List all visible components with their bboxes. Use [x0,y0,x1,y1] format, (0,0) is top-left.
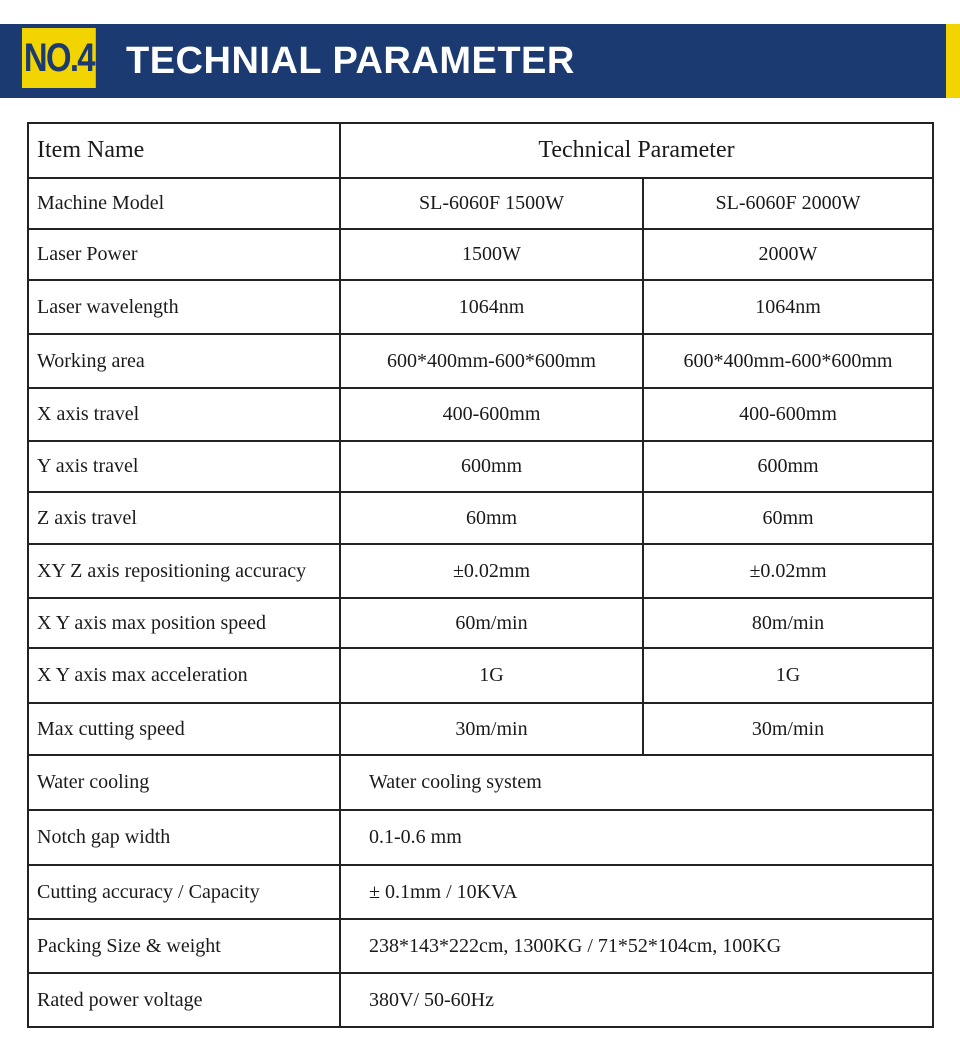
table-row [28,178,933,229]
table-row [28,492,933,544]
row-value-2000w: 80m/min [643,598,933,648]
row-value-1500w: 30m/min [340,703,643,755]
row-value-2000w: 600*400mm-600*600mm [643,334,933,388]
section-number-badge: NO.4 [22,28,96,88]
row-label: Max cutting speed [28,703,340,755]
table-row [28,334,933,388]
header-technical-parameter: Technical Parameter [340,123,933,178]
section-title: TECHNIAL PARAMETER [126,40,575,82]
row-label: Y axis travel [28,441,340,492]
row-label: X axis travel [28,388,340,441]
row-value-2000w: 400-600mm [643,388,933,441]
row-value-1500w: 600*400mm-600*600mm [340,334,643,388]
table-row [28,648,933,703]
row-value-2000w: ±0.02mm [643,544,933,598]
banner-accent-stripe [946,24,960,98]
table-row [28,441,933,492]
row-value: 238*143*222cm, 1300KG / 71*52*104cm, 100KG [340,919,933,973]
row-label: Working area [28,334,340,388]
table-row [28,388,933,441]
row-value-2000w: 2000W [643,229,933,280]
row-label: Rated power voltage [28,973,340,1027]
row-label: Cutting accuracy / Capacity [28,865,340,919]
table-row [28,810,933,865]
table-row [28,544,933,598]
row-value-1500w: 60mm [340,492,643,544]
row-value-2000w: SL-6060F 2000W [643,178,933,229]
row-value-2000w: 30m/min [643,703,933,755]
row-value-2000w: 1064nm [643,280,933,334]
table-row [28,755,933,810]
table-header-row [28,123,933,178]
row-value-1500w: 1500W [340,229,643,280]
table-row [28,703,933,755]
row-value: 0.1-0.6 mm [340,810,933,865]
row-value-1500w: 400-600mm [340,388,643,441]
table-row [28,973,933,1027]
row-value-1500w: 60m/min [340,598,643,648]
table-row [28,919,933,973]
row-value-1500w: 600mm [340,441,643,492]
row-label: XY Z axis repositioning accuracy [28,544,340,598]
row-value: 380V/ 50-60Hz [340,973,933,1027]
row-label: Laser wavelength [28,280,340,334]
row-value-2000w: 60mm [643,492,933,544]
table-row [28,865,933,919]
table-row [28,598,933,648]
row-value-1500w: ±0.02mm [340,544,643,598]
row-value-2000w: 1G [643,648,933,703]
table-row [28,229,933,280]
row-value-1500w: 1G [340,648,643,703]
section-banner [0,24,960,98]
row-label: Machine Model [28,178,340,229]
spec-table [27,122,934,1028]
header-item-name: Item Name [28,123,340,178]
row-value-1500w: SL-6060F 1500W [340,178,643,229]
row-value-2000w: 600mm [643,441,933,492]
table-row [28,280,933,334]
row-value-1500w: 1064nm [340,280,643,334]
row-label: Notch gap width [28,810,340,865]
row-label: Laser Power [28,229,340,280]
row-value: ± 0.1mm / 10KVA [340,865,933,919]
row-label: Water cooling [28,755,340,810]
row-label: Packing Size & weight [28,919,340,973]
row-label: X Y axis max position speed [28,598,340,648]
row-value: Water cooling system [340,755,933,810]
row-label: X Y axis max acceleration [28,648,340,703]
row-label: Z axis travel [28,492,340,544]
